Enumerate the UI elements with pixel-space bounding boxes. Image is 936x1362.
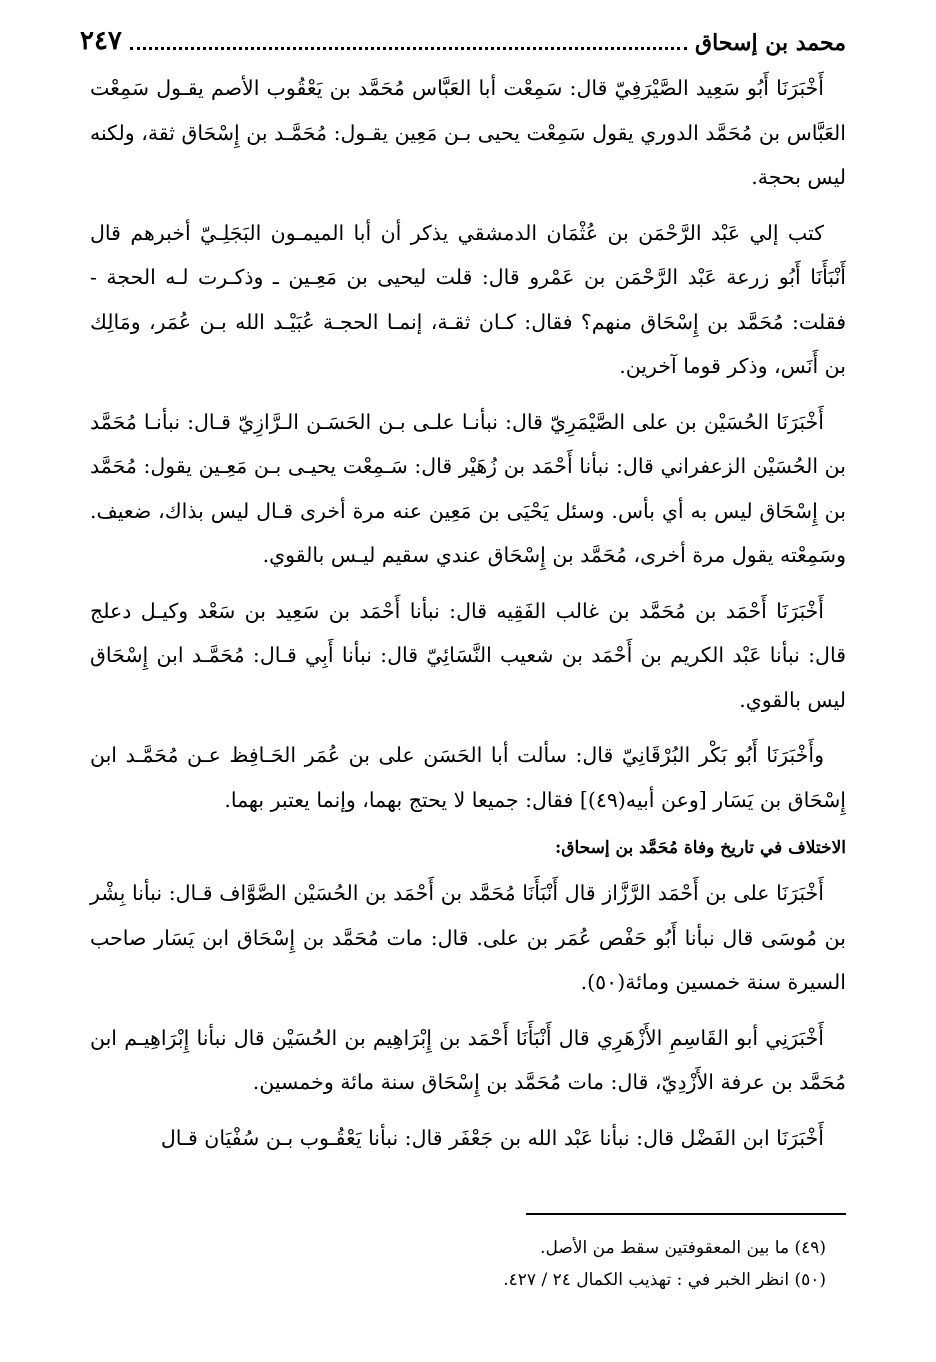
paragraph-2: كتب إلي عَبْد الرَّحْمَن بن عُثْمَان الدمشقي يذكر أن أبا الميمـون البَجَلِـيّ أخبرهم قال أَنْبَأَنَا أَبُو زرعة عَبْد الرَّحْمَن بن عَمْرو قال: قلت ليحيى بن مَعِـين ـ وذكـرت لـه الحجة - فقلت: مُحَمَّد بن إِسْحَاق منهم؟ فقال: كـان ثقـة، إنمـا الحجـة عُبَيْـد الله بـن عُمَر، ومَالِك بن أَنَس، وذكر قوما آخرين.: [90, 220, 846, 378]
page-number: ٢٤٧: [80, 26, 122, 56]
body-text: [90, 66, 846, 1171]
header-dot-leader: [130, 45, 687, 50]
running-header: [80, 22, 846, 56]
running-header-title: محمد بن إسحاق: [695, 30, 846, 56]
footnotes: [90, 1232, 826, 1296]
paragraph-5: وأَخْبَرَنَا أَبُو بَكْر البُرْقَانِيّ قال: سألت أبا الحَسَن على بن عُمَر الحَـافِظ عـن مُحَمَّـد ابن إِسْحَاق بن يَسَار [وعن أبيه(٤٩)] فقال: جميعا لا يحتج بهما، وإنما يعتبر بهما.: [90, 743, 846, 812]
paragraph-3: أَخْبَرَنَا الحُسَيْن بن على الصَّيْمَرِيّ قال: نبأنـا علـى بـن الحَسَـن الـرَّازِيّ قـال: نبأنـا مُحَمَّد بن الحُسَيْن الزعفراني قال: نبأنا أَحْمَد بن زُهَيْر قال: سَـمِعْت يحيـى بـن مَعِـين يقول: مُحَمَّد بن إِسْحَاق ليس به أي بأس. وسئل يَحْيَى بن مَعِين عنه مرة أخرى قـال ليس بذاك، ضعيف. وسَمِعْته يقول مرة أخرى، مُحَمَّد بن إِسْحَاق عندي سقيم ليـس بالقوي.: [90, 409, 846, 567]
paragraph-4: أَخْبَرَنَا أَحْمَد بن مُحَمَّد بن غالب الفَقِيه قال: نبأنا أَحْمَد بن سَعِيد بن سَعْد وكيـل دعلج قال: نبأنا عَبْد الكريم بن أَحْمَد بن شعيب النَّسَائِيّ قال: نبأنا أَبِي قـال: مُحَمَّـد ابن إِسْحَاق ليس بالقوي.: [90, 598, 846, 712]
footnote-49: (٤٩) ما بين المعقوفتين سقط من الأصل.: [540, 1238, 826, 1258]
footnote-separator: [526, 1213, 846, 1215]
paragraph-7: أَخْبَرَنِي أبو القَاسِمِ الأَزْهَرِي قال أَنْبَأَنَا أَحْمَد بن إِبْرَاهِيم بن الحُسَيْن قال نبأنا إِبْرَاهِيـم ابن مُحَمَّد بن عرفة الأَزْدِيّ، قال: مات مُحَمَّد بن إِسْحَاق سنة مائة وخمسين.: [90, 1025, 846, 1094]
paragraph-1: أَخْبَرَنَا أَبُو سَعِيد الصَّيْرَفِيّ قال: سَمِعْت أبا العَبَّاس مُحَمَّد بن يَعْقُوب الأصم يقـول سَمِعْت العَبَّاس بن مُحَمَّد الدوري يقول سَمِعْت يحيى بـن مَعِين يقـول: مُحَمَّـد بن إِسْحَاق ثقة، ولكنه ليس بحجة.: [90, 76, 846, 189]
section-heading: الاختلاف في تاريخ وفاة مُحَمَّد بن إسحاق:: [555, 838, 846, 858]
footnote-50: (٥٠) انظر الخبر في : تهذيب الكمال ٢٤ / ٤٢٧.: [503, 1270, 826, 1290]
paragraph-8: أَخْبَرَنَا ابن الفَضْل قال: نبأنا عَبْد الله بن جَعْفَر قال: نبأنا يَعْقُـوب بـن سُفْيَان قـال: [160, 1125, 824, 1150]
paragraph-6: أَخْبَرَنَا على بن أَحْمَد الرَّزَّاز قال أَنْبَأَنَا مُحَمَّد بن أَحْمَد بن الحُسَيْن الصَّوَّاف قـال: نبأنا بِشْر بن مُوسَى قال نبأنا أَبُو حَفْص عُمَر بن على. قال: مات مُحَمَّد بن إِسْحَاق ابن يَسَار صاحب السيرة سنة خمسين ومائة(٥٠).: [90, 881, 846, 994]
